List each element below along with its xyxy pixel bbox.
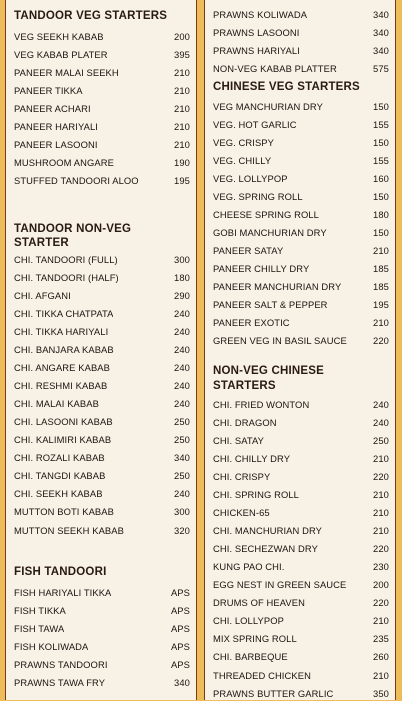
menu-item-name: PANEER CHILLY DRY bbox=[213, 263, 310, 275]
menu-item-name: CHI. ANGARE KABAB bbox=[14, 361, 110, 373]
menu-item-name: CHI. SATAY bbox=[213, 434, 265, 446]
menu-item bbox=[213, 24, 389, 40]
menu-item-price: APS bbox=[170, 622, 190, 634]
menu-item-price: 250 bbox=[174, 434, 190, 446]
menu-item-price: 250 bbox=[373, 434, 389, 446]
menu-item-name: VEG. CHILLY bbox=[213, 154, 272, 166]
menu-item-price: 190 bbox=[174, 156, 190, 168]
menu-item-price: APS bbox=[170, 586, 190, 598]
menu-item-name: DRUMS OF HEAVEN bbox=[213, 597, 305, 609]
menu-item bbox=[14, 584, 190, 600]
menu-item bbox=[14, 82, 190, 98]
menu-item-name: CHI. AFGANI bbox=[14, 289, 71, 301]
menu-item-price: 240 bbox=[174, 398, 190, 410]
menu-item bbox=[213, 685, 389, 701]
menu-item bbox=[213, 224, 389, 240]
menu-item bbox=[213, 631, 389, 647]
menu-item bbox=[14, 638, 190, 654]
menu-item-price: 180 bbox=[373, 208, 389, 220]
menu-item-price: 210 bbox=[373, 317, 389, 329]
menu-column-right bbox=[204, 0, 396, 700]
menu-item-price: 210 bbox=[174, 102, 190, 114]
menu-item-name: VEG KABAB PLATER bbox=[14, 48, 108, 60]
menu-item-name: VEG. SPRING ROLL bbox=[213, 190, 303, 202]
menu-item-price: 235 bbox=[373, 633, 389, 645]
menu-item bbox=[14, 602, 190, 618]
menu-item-name: STUFFED TANDOORI ALOO bbox=[14, 175, 139, 187]
menu-item-name: VEG. CRISPY bbox=[213, 136, 275, 148]
menu-item-name: GREEN VEG IN BASIL SAUCE bbox=[213, 335, 347, 347]
menu-item-price: 195 bbox=[373, 299, 389, 311]
menu-item-name: PANEER EXOTIC bbox=[213, 317, 290, 329]
menu-item-price: 220 bbox=[373, 470, 389, 482]
menu-item-name: CHEESE SPRING ROLL bbox=[213, 208, 319, 220]
menu-item-name: CHI. SPRING ROLL bbox=[213, 488, 299, 500]
menu-item-price: 300 bbox=[174, 253, 190, 265]
menu-item bbox=[213, 261, 389, 277]
menu-item-name: CHI. DRAGON bbox=[213, 416, 277, 428]
menu-item-price: 210 bbox=[373, 669, 389, 681]
menu-item bbox=[14, 269, 190, 285]
menu-item-price: 575 bbox=[373, 62, 389, 74]
menu-item-price: 160 bbox=[373, 172, 389, 184]
menu-item bbox=[213, 468, 389, 484]
menu-item bbox=[14, 486, 190, 502]
menu-item-price: 350 bbox=[373, 687, 389, 699]
menu-item bbox=[14, 450, 190, 466]
menu-item-name: FISH TAWA bbox=[14, 622, 65, 634]
menu-item-name: THREADED CHICKEN bbox=[213, 669, 311, 681]
menu-item-price: 240 bbox=[174, 379, 190, 391]
menu-item-price: 150 bbox=[373, 190, 389, 202]
menu-item bbox=[213, 297, 389, 313]
menu-item-price: 290 bbox=[174, 289, 190, 301]
menu-column-left bbox=[5, 0, 197, 700]
menu-item-name: CHI. CHILLY DRY bbox=[213, 452, 291, 464]
section-heading: NON-VEG CHINESE bbox=[213, 365, 324, 377]
menu-item-price: 240 bbox=[174, 343, 190, 355]
menu-item bbox=[213, 42, 389, 58]
menu-item-name: CHI. TANDOORI (FULL) bbox=[14, 253, 118, 265]
menu-item-price: 210 bbox=[373, 524, 389, 536]
menu-item-name: CHI. CRISPY bbox=[213, 470, 271, 482]
menu-item-name: FISH TIKKA bbox=[14, 604, 66, 616]
menu-item-name: CHI. ROZALI KABAB bbox=[14, 452, 105, 464]
menu-item bbox=[213, 279, 389, 295]
menu-item-name: CHI. SECHEZWAN DRY bbox=[213, 543, 318, 555]
menu-item bbox=[213, 206, 389, 222]
menu-item-price: 210 bbox=[174, 138, 190, 150]
menu-item bbox=[14, 323, 190, 339]
menu-item-price: 210 bbox=[373, 452, 389, 464]
menu-item bbox=[14, 522, 190, 538]
menu-item-name: PANEER LASOONI bbox=[14, 138, 98, 150]
menu-item bbox=[213, 432, 389, 448]
menu-item-price: 250 bbox=[174, 416, 190, 428]
menu-item-price: 240 bbox=[174, 325, 190, 337]
menu-item-price: 340 bbox=[373, 26, 389, 38]
menu-item-name: MIX SPRING ROLL bbox=[213, 633, 297, 645]
menu-item bbox=[14, 305, 190, 321]
menu-item-price: 210 bbox=[174, 120, 190, 132]
section-heading: CHINESE VEG STARTERS bbox=[213, 81, 360, 93]
menu-item-name: CHI. LASOONI KABAB bbox=[14, 416, 113, 428]
menu-item-name: PRAWNS BUTTER GARLIC bbox=[213, 687, 334, 699]
menu-item-name: CHI. LOLLYPOP bbox=[213, 615, 284, 627]
menu-item-name: CHI. TIKKA CHATPATA bbox=[14, 307, 114, 319]
menu-item bbox=[14, 28, 190, 44]
menu-item-name: GOBI MANCHURIAN DRY bbox=[213, 226, 327, 238]
menu-item-price: 340 bbox=[174, 676, 190, 688]
menu-item-name: PANEER SATAY bbox=[213, 245, 284, 257]
menu-item bbox=[213, 595, 389, 611]
menu-item-price: 340 bbox=[373, 8, 389, 20]
menu-item-price: 200 bbox=[373, 579, 389, 591]
menu-item bbox=[213, 577, 389, 593]
section-heading: FISH TANDOORI bbox=[14, 566, 107, 578]
menu-item-price: 155 bbox=[373, 154, 389, 166]
menu-item bbox=[213, 504, 389, 520]
menu-item-name: CHI. SEEKH KABAB bbox=[14, 488, 103, 500]
menu-item-name: PANEER SALT & PEPPER bbox=[213, 299, 328, 311]
menu-item bbox=[14, 359, 190, 375]
menu-item-name: CHI. MALAI KABAB bbox=[14, 398, 99, 410]
menu-item-price: 250 bbox=[174, 470, 190, 482]
menu-item-name: CHI. MANCHURIAN DRY bbox=[213, 524, 323, 536]
menu-item bbox=[213, 559, 389, 575]
menu-item bbox=[213, 116, 389, 132]
menu-item bbox=[14, 118, 190, 134]
menu-item bbox=[14, 432, 190, 448]
menu-item bbox=[213, 486, 389, 502]
menu-item-price: APS bbox=[170, 640, 190, 652]
menu-item-price: 260 bbox=[373, 651, 389, 663]
menu-item-price: 240 bbox=[174, 361, 190, 373]
menu-item bbox=[14, 656, 190, 672]
menu-item-price: 230 bbox=[373, 561, 389, 573]
menu-item bbox=[14, 64, 190, 80]
menu-item bbox=[213, 541, 389, 557]
menu-item bbox=[14, 468, 190, 484]
menu-item-price: 210 bbox=[174, 84, 190, 96]
menu-item bbox=[14, 136, 190, 152]
menu-item-price: APS bbox=[170, 658, 190, 670]
menu-item-name: CHI. TANDOORI (HALF) bbox=[14, 271, 119, 283]
menu-item-price: 240 bbox=[174, 488, 190, 500]
menu-item-name: PANEER HARIYALI bbox=[14, 120, 98, 132]
menu-item bbox=[213, 134, 389, 150]
menu-item-price: 320 bbox=[174, 524, 190, 536]
menu-item bbox=[14, 674, 190, 690]
menu-item-price: 220 bbox=[373, 335, 389, 347]
menu-item-name: PANEER TIKKA bbox=[14, 84, 83, 96]
menu-item-name: PRAWNS TANDOORI bbox=[14, 658, 108, 670]
menu-item-name: VEG MANCHURIAN DRY bbox=[213, 100, 323, 112]
menu-item-name: PRAWNS KOLIWADA bbox=[213, 8, 308, 20]
menu-item-price: 210 bbox=[174, 66, 190, 78]
menu-item-name: MUSHROOM ANGARE bbox=[14, 156, 114, 168]
menu-item-name: EGG NEST IN GREEN SAUCE bbox=[213, 579, 347, 591]
menu-item-price: 220 bbox=[373, 543, 389, 555]
menu-item-price: 150 bbox=[373, 136, 389, 148]
menu-item bbox=[14, 341, 190, 357]
menu-item-price: 340 bbox=[373, 44, 389, 56]
menu-item bbox=[213, 649, 389, 665]
menu-item-price: 240 bbox=[373, 416, 389, 428]
menu-item-name: CHI. FRIED WONTON bbox=[213, 398, 310, 410]
menu-item bbox=[14, 100, 190, 116]
menu-item bbox=[213, 450, 389, 466]
menu-item-price: 180 bbox=[174, 271, 190, 283]
menu-item bbox=[213, 170, 389, 186]
menu-item bbox=[14, 173, 190, 189]
menu-item bbox=[14, 46, 190, 62]
section-heading: TANDOOR VEG STARTERS bbox=[14, 10, 168, 22]
menu-item-name: PANEER MALAI SEEKH bbox=[14, 66, 119, 78]
menu-item-name: FISH KOLIWADA bbox=[14, 640, 89, 652]
menu-item-price: 395 bbox=[174, 48, 190, 60]
menu-item-name: PRAWNS TAWA FRY bbox=[14, 676, 106, 688]
menu-item bbox=[213, 60, 389, 76]
menu-item bbox=[213, 522, 389, 538]
menu-item-price: 240 bbox=[174, 307, 190, 319]
menu-item-name: VEG. HOT GARLIC bbox=[213, 118, 297, 130]
menu-item-price: 150 bbox=[373, 100, 389, 112]
menu-item-price: 200 bbox=[174, 30, 190, 42]
section-heading: STARTERS bbox=[213, 380, 276, 392]
menu-item bbox=[14, 620, 190, 636]
menu-item-price: 210 bbox=[373, 615, 389, 627]
menu-item bbox=[14, 251, 190, 267]
menu-item-price: 155 bbox=[373, 118, 389, 130]
menu-item bbox=[213, 243, 389, 259]
menu-item bbox=[14, 504, 190, 520]
menu-item-price: 340 bbox=[174, 452, 190, 464]
menu-item bbox=[213, 188, 389, 204]
menu-item bbox=[14, 377, 190, 393]
menu-item bbox=[213, 667, 389, 683]
menu-item-name: PANEER MANCHURIAN DRY bbox=[213, 281, 342, 293]
menu-item bbox=[213, 152, 389, 168]
menu-item-name: CHI. BARBEQUE bbox=[213, 651, 288, 663]
menu-item-name: VEG. LOLLYPOP bbox=[213, 172, 288, 184]
menu-item-name: CHI. RESHMI KABAB bbox=[14, 379, 108, 391]
menu-item-price: APS bbox=[170, 604, 190, 616]
menu-item bbox=[14, 287, 190, 303]
menu-item-price: 150 bbox=[373, 226, 389, 238]
menu-item bbox=[213, 6, 389, 22]
menu-item bbox=[14, 414, 190, 430]
menu-item-name: CHICKEN-65 bbox=[213, 506, 270, 518]
menu-item-name: PRAWNS LASOONI bbox=[213, 26, 300, 38]
menu-item-name: CHI. TANGDI KABAB bbox=[14, 470, 106, 482]
menu-item-name: MUTTON SEEKH KABAB bbox=[14, 524, 124, 536]
menu-item-price: 220 bbox=[373, 597, 389, 609]
menu-item-price: 210 bbox=[373, 245, 389, 257]
menu-item-name: CHI. TIKKA HARIYALI bbox=[14, 325, 109, 337]
menu-item-name: CHI. KALIMIRI KABAB bbox=[14, 434, 112, 446]
section-heading: TANDOOR NON-VEG bbox=[14, 223, 132, 235]
menu-item-name: CHI. BANJARA KABAB bbox=[14, 343, 114, 355]
menu-item-price: 195 bbox=[174, 175, 190, 187]
menu-item-price: 185 bbox=[373, 263, 389, 275]
menu-item-name: MUTTON BOTI KABAB bbox=[14, 506, 114, 518]
menu-item bbox=[213, 396, 389, 412]
menu-item-price: 240 bbox=[373, 398, 389, 410]
menu-item-name: KUNG PAO CHI. bbox=[213, 561, 285, 573]
menu-item-name: NON-VEG KABAB PLATTER bbox=[213, 62, 337, 74]
menu-item-name: PRAWNS HARIYALI bbox=[213, 44, 300, 56]
menu-item bbox=[14, 396, 190, 412]
menu-item bbox=[213, 98, 389, 114]
menu-item bbox=[213, 315, 389, 331]
menu-item bbox=[14, 154, 190, 170]
menu-item-price: 185 bbox=[373, 281, 389, 293]
menu-item bbox=[213, 613, 389, 629]
section-heading: STARTER bbox=[14, 237, 69, 249]
menu-item-name: PANEER ACHARI bbox=[14, 102, 91, 114]
menu-item-price: 210 bbox=[373, 488, 389, 500]
menu-item-price: 300 bbox=[174, 506, 190, 518]
menu-item-price: 210 bbox=[373, 506, 389, 518]
menu-item-name: VEG SEEKH KABAB bbox=[14, 30, 104, 42]
menu-item bbox=[213, 414, 389, 430]
menu-item-name: FISH HARIYALI TIKKA bbox=[14, 586, 112, 598]
menu-item bbox=[213, 333, 389, 349]
